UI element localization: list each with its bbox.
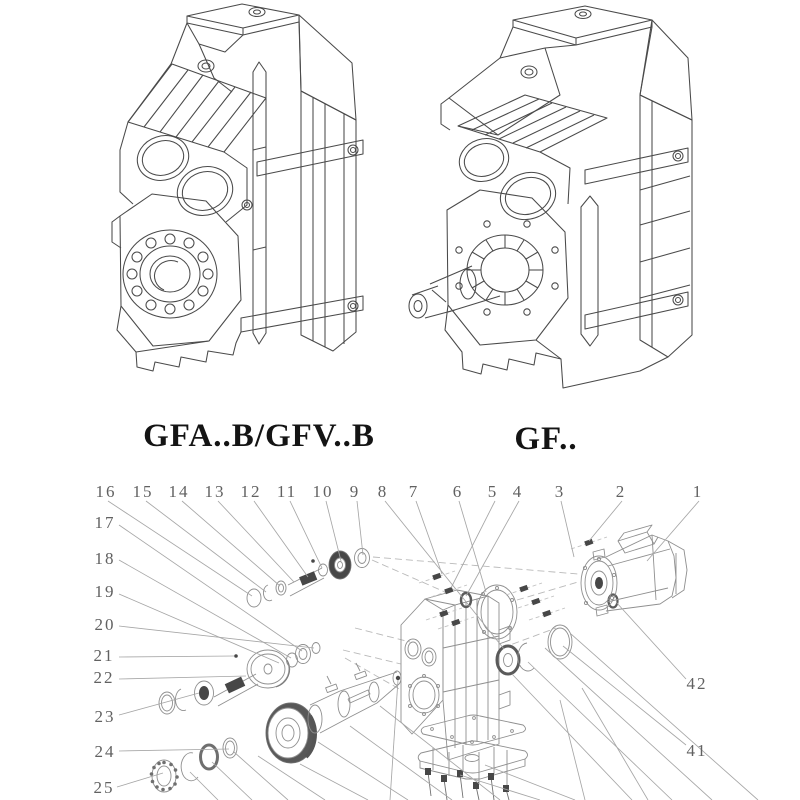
callout-3: 3: [554, 482, 566, 501]
callout-11: 11: [276, 482, 298, 501]
right-unit-caption: GF..: [514, 421, 578, 457]
callout-41: 41: [686, 741, 708, 760]
dashed-axis-lines: [343, 557, 578, 690]
callout-24: 24: [94, 742, 116, 761]
callout-14: 14: [168, 482, 190, 501]
seals-and-rings: [461, 585, 618, 674]
callout-13: 13: [204, 482, 226, 501]
callout-15: 15: [132, 482, 154, 501]
gear-housing: [401, 590, 510, 760]
callout-22: 22: [93, 668, 115, 687]
callout-10: 10: [312, 482, 334, 501]
callout-2: 2: [615, 482, 627, 501]
callout-9: 9: [349, 482, 361, 501]
callout-6: 6: [452, 482, 464, 501]
input-gear-group: [247, 549, 370, 608]
motor: [581, 525, 687, 616]
output-shaft: [409, 266, 500, 318]
callout-1: 1: [692, 482, 704, 501]
callout-42: 42: [686, 674, 708, 693]
left-unit-caption: GFA..B/GFV..B: [143, 418, 375, 454]
callout-12: 12: [240, 482, 262, 501]
callout-16: 16: [95, 482, 117, 501]
callout-20: 20: [94, 615, 116, 634]
callout-25: 25: [93, 778, 115, 797]
callout-5: 5: [487, 482, 499, 501]
exploded-view: [108, 501, 758, 800]
callout-7: 7: [408, 482, 420, 501]
callout-21: 21: [93, 646, 115, 665]
callout-17: 17: [94, 513, 116, 532]
callout-18: 18: [94, 549, 116, 568]
right-gear-unit-drawing: [409, 6, 692, 388]
callout-19: 19: [94, 582, 116, 601]
callout-4: 4: [512, 482, 524, 501]
callout-8: 8: [377, 482, 389, 501]
callout-23: 23: [94, 707, 116, 726]
left-gear-unit-drawing: [112, 4, 363, 371]
